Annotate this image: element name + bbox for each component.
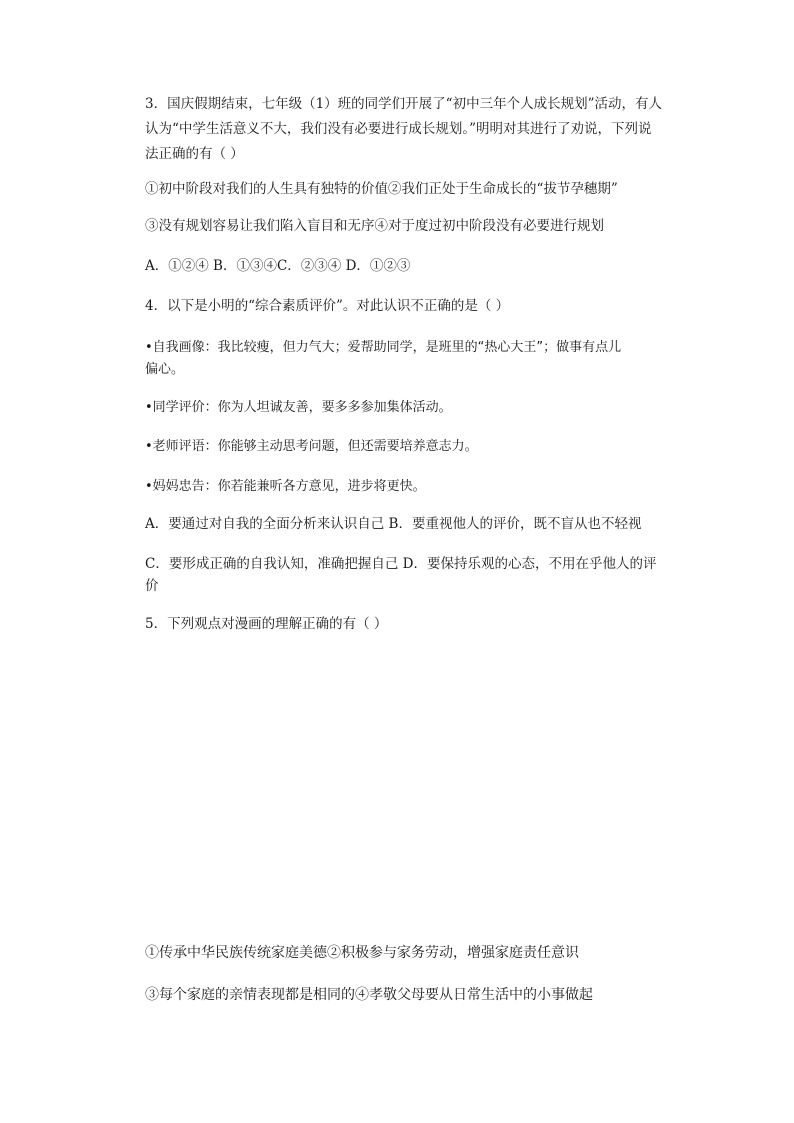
q3-stem-line3: 法正确的有（ ） (145, 146, 244, 162)
q5-stem: 5．下列观点对漫画的理解正确的有（ ） (145, 616, 388, 632)
q3-statements-1-2: ①初中阶段对我们的人生具有独特的价值②我们正处于生命成长的“拔节孕穗期” (145, 181, 618, 197)
q4-self-portrait-line2: 偏心。 (145, 362, 185, 377)
q4-teacher-comment: •老师评语：你能够主动思考问题，但还需要培养意志力。 (145, 439, 478, 454)
q4-choices-c-d-line1: C．要形成正确的自我认知，准确把握自己 D．要保持乐观的心态，不用在乎他人的评 (145, 556, 657, 572)
q4-choices-c-d-line2: 价 (145, 578, 159, 594)
q3-stem-line2: 认为“中学生活意义不大，我们没有必要进行成长规划。”明明对其进行了劝说，下列说 (145, 121, 652, 137)
q4-mom-advice: •妈妈忠告：你若能兼听各方意见，进步将更快。 (145, 479, 426, 494)
q4-stem: 4．以下是小明的“综合素质评价”。对此认识不正确的是（ ） (145, 298, 510, 314)
cartoon-image-area (145, 640, 645, 930)
q4-choices-a-b: A．要通过对自我的全面分析来认识自己 B．要重视他人的评价，既不盲从也不轻视 (145, 516, 642, 532)
q5-statements-3-4: ③每个家庭的亲情表现都是相同的④孝敬父母要从日常生活中的小事做起 (145, 987, 593, 1003)
q3-stem-line1: 3．国庆假期结束，七年级（1）班的同学们开展了“初中三年个人成长规划”活动，有人 (145, 96, 662, 112)
q4-self-portrait-line1: •自我画像：我比较瘦，但力气大；爱帮助同学，是班里的“热心大王”；做事有点儿 (145, 340, 622, 355)
q3-statements-3-4: ③没有规划容易让我们陷入盲目和无序④对于度过初中阶段没有必要进行规划 (145, 218, 604, 234)
q3-choices: A．①②④ B．①③④C．②③④ D．①②③ (145, 258, 411, 274)
q4-classmate-evaluation: •同学评价：你为人坦诚友善，要多多参加集体活动。 (145, 400, 452, 415)
q5-statements-1-2: ①传承中华民族传统家庭美德②积极参与家务劳动，增强家庭责任意识 (145, 945, 579, 961)
